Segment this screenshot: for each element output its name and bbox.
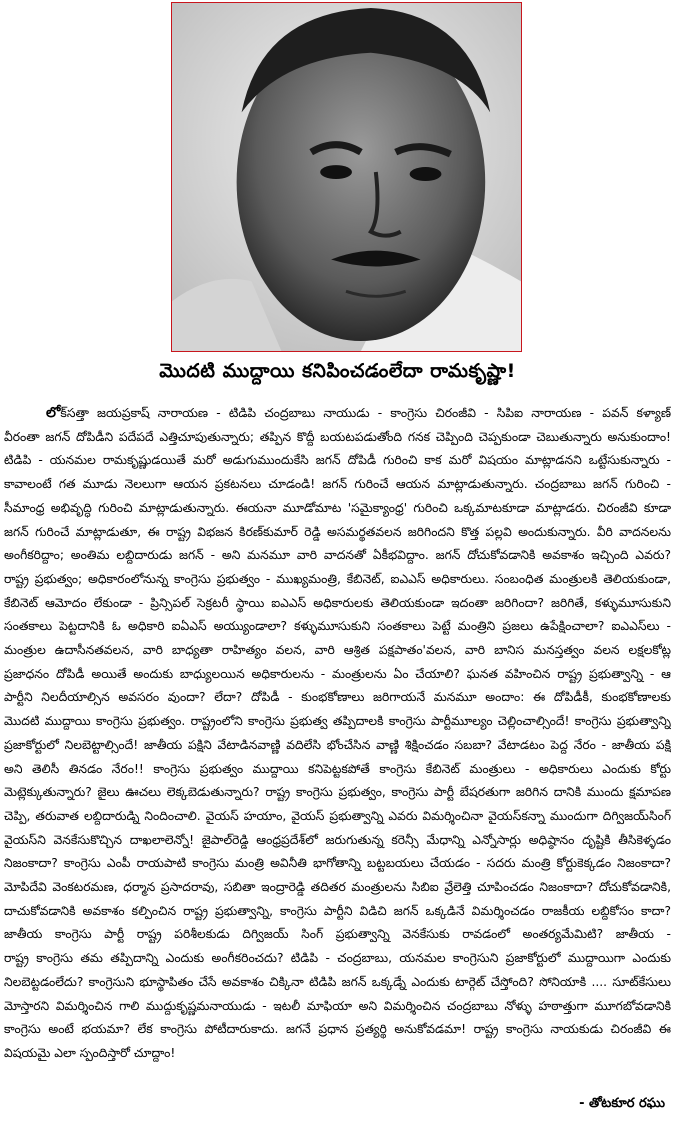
body-line: ప్రజాకోర్టులో నిలబెట్టాల్సిందే! జాతీయ పక్షిని వేటాడినవాణ్ణి వదిలేసి భోంచేసిన వాణ్ణి శిక్షించడం సబబా? వేటాడటం పెద్ద నేరం - జాతీయ పక్షి (4, 737, 671, 752)
drop-cap: లో (46, 405, 61, 421)
portrait-image (172, 3, 521, 351)
body-line: జాతీయ కాంగ్రెసు పార్టీ రాష్ట్ర పరిశీలకుడు దిగ్విజయ్ సింగ్ ప్రభుత్వాన్ని వెనకేసుకు రావడంలో అంతర్యమేమిటి? జాతీయ - (4, 927, 671, 942)
body-line: మెట్లెక్కుతున్నారు? జైలు ఊచలు లెక్కబెడుతున్నారు? రాష్ట్ర కాంగ్రెసు ప్రభుత్వం, కాంగ్రెసు పార్టీ బేషరతుగా జరిగిన దానికి ముందు క్షమాపణ (4, 785, 671, 800)
body-line: రాష్ట్ర కాంగ్రెసు తమ తప్పిదాన్ని ఎందుకు అంగీకరించదు? టిడిపి - చంద్రబాబు, యనమల కాంగ్రెసుని ప్రజాకోర్టులో ముద్దాయిగా ఎందుకు (4, 951, 671, 966)
body-line: జగన్ గురించే మాట్లాడుతూ, ఈ రాష్ట్ర విభజన కిరణ్‌కుమార్ రెడ్డి అసమర్థతవలన జరిగిందని కొత్త పల్లవి అందుకున్నారు. వీరి వాదనలను (4, 524, 671, 539)
body-line: టిడిపి - యనమల రామకృష్ణుడయితే మరో అడుగుముందుకేసి జగన్ దోపిడీ గురించి కాక మరో విషయం మాట్లాడనని ఒట్టేసుకున్నారు - (4, 453, 671, 468)
body-line: అని తెలిసీ తినడం నేరం!! కాంగ్రెసు ప్రభుత్వం ముద్దాయి కనిపెట్టకపోతే కాంగ్రెసు కేబినెట్ మంత్రులు - అధికారులు ఎందుకు కోర్టు (4, 761, 671, 776)
body-line: సంతకాలు పెట్టదానికి ఓ అధికారి ఐఏఎస్ అయ్యుండాలా? కళ్ళుమూసుకుని సంతకాలు పెట్టే మంత్రిని ప్రజలు ఉపేక్షించాలా? ఐఎఎస్‌లు - (4, 619, 671, 634)
body-line: లోక్‌సత్తా జయప్రకాష్ నారాయణ - టిడిపి చంద్రబాబు నాయుడు - కాంగ్రెసు చిరంజీవి - సిపిఐ నారాయణ - పవన్ కళ్యాణ్ (46, 405, 671, 421)
body-line: నిలబెట్టడంలేదు? కాంగ్రెసుని భూస్థాపితం చేసే అవకాశం చిక్కినా టిడిపి జగన్ ఒక్కడ్నే ఎందుకు టార్గెట్ చేస్తోంది? సోనియాకి .... సూట్‌కేసులు (4, 974, 671, 989)
body-line: మోస్తారని విమర్శించిన గాలి ముద్దుకృష్ణమనాయుడు - ఇటలీ మాఫియా అని విమర్శించిన చంద్రబాబు నోళ్ళు హఠాత్తుగా మూగబోవడానికి (4, 998, 671, 1013)
body-line: నిజంకాదా? కాంగ్రెసు ఎంపీ రాయపాటి కాంగ్రెసు మంత్రి అవినీతి భాగోతాన్ని బట్టబయలు చేయడం - సదరు మంత్రి కోర్టుకెక్కడం నిజంకాదా? (4, 856, 671, 871)
body-line: ప్రజాధనం దోపిడీ అయితే అందుకు బాధ్యులయిన అధికారులను - మంత్రులను ఏం చేయాలి? ఘనత వహించిన రాష్ట్ర ప్రభుత్వాన్ని - ఆ (4, 666, 671, 681)
body-line: దాచుకోవడానికి అవకాశం కల్పించిన రాష్ట్ర ప్రభుత్వాన్ని, కాంగ్రెసు పార్టీని విడిచి జగన్ ఒక్కడినే విమర్శించడం రాజకీయ లబ్దికోసం కాదా? (4, 903, 671, 918)
body-line: కావాలంటే గత మూడు నెలలుగా ఆయన ప్రకటనలు చూడండి! జగన్ గురించే ఆయన మాట్లాడుతున్నారు. చంద్రబాబు జగన్ గురించి - (4, 477, 671, 492)
body-line: వీరంతా జగన్ దోపిడీని పదేపదే ఎత్తిచూపుతున్నారు; తప్పిన కొద్దీ బయటపడుతోంది గనక చెప్పింది చెప్పకుండా చెబుతున్నారు అనుకుందాం! (4, 429, 671, 444)
body-line: అంగీకరిద్దాం; అంతిమ లబ్దిదారుడు జగన్ - అని మనమూ వారి వాదనతో ఏకీభవిద్దాం. జగన్ దోచుకోవడానికి అవకాశం ఇచ్చింది ఎవరు? (4, 548, 671, 563)
body-line: మంత్రుల ఉదాసీనతవలన, వారి బాధ్యతా రాహిత్యం వలన, వారి ఆశ్రిత పక్షపాతం'వలన, వారి బానిస మనస్తత్వం వలన లక్షలకోట్ల (4, 643, 671, 658)
author-signature: - తోటకూర రఘు (579, 1096, 665, 1111)
body-line: కేబినెట్ ఆమోదం లేకుండా - ప్రిన్సిపల్ సెక్రటరీ స్థాయి ఐఎఎస్ అధికారులకు తెలియకుండా ఇదంతా జరిగిందా? జరిగితే, కళ్ళుమూసుకుని (4, 595, 671, 610)
body-line: కాంగ్రెసు అంటే భయమా? లేక కాంగ్రెసు పోటీదారుకాదు. జగనే ప్రధాన ప్రత్యర్థి అనుకోవడమా! రాష్ట్ర కాంగ్రెసు నాయకుడు చిరంజీవి ఈ (4, 1022, 671, 1037)
portrait-photo (171, 2, 522, 352)
body-line: వైయస్‌ని వెనకేసుకొచ్చిన దాఖలాలెన్నో! జైపాల్‌రెడ్డి ఆంధ్రప్రదేశ్‌లో జరుగుతున్న కరెన్సీ మేధాన్ని ఎన్నోసార్లు అధిష్ఠానం దృష్టికి తీసికెళ్ళడం (4, 832, 671, 847)
body-line: మోపిదేవి వెంకటరమణ, ధర్మాన ప్రసాదరావు, సబితా ఇంద్రారెడ్డి తదితర మంత్రులను సిబిఐ వ్రేలెత్తి చూపించడం నిజంకాదా? దోచుకోవడానికి, (4, 880, 671, 895)
body-line: సీమాంధ్ర అభివృద్ధి గురించి మాట్లాడుతున్నారు. ఈయనా మూడోమాట 'సమైక్యాంధ్ర' గురించి ఒక్కమాటకూడా మాట్లాడరు. చిరంజీవి కూడా (4, 500, 671, 515)
body-line: పార్టీని నిలదీయాల్సిన అవసరం వుందా? లేదా? దోపిడీ - కుంభకోణాలు జరిగాయనే మనమూ అందాం: ఈ దోపిడీకీ, కుంభకోణాలకు (4, 690, 671, 705)
article-body (4, 402, 671, 1066)
body-line: విషయమై ఎలా స్పందిస్తారో చూద్దాం! (4, 1045, 176, 1060)
article-headline: మొదటి ముద్దాయి కనిపించడంలేదా రామకృష్ణా! (159, 360, 516, 382)
body-line: మొదటి ముద్దాయి కాంగ్రెసు ప్రభుత్వం. రాష్ట్రంలోని కాంగ్రెసు ప్రభుత్వ తప్పిదాలకి కాంగ్రెసు పార్టీమూల్యం చెల్లించాల్సిందే! కాంగ్రెసు ప్రభుత్వాన్ని (4, 714, 671, 729)
body-line: రాష్ట్ర ప్రభుత్వం; అధికారంలోనున్న కాంగ్రెసు ప్రభుత్వం - ముఖ్యమంత్రి, కేబినెట్, ఐఎఎస్ అధికారులు. సంబంధిత మంత్రులకి తెలియకుండా, (4, 571, 671, 586)
body-line: చెప్పి, తరువాత లబ్దిదారుడ్ని నిందించాలి. వైయస్ హయాం, వైయస్ ప్రభుత్వాన్ని ఎవరు విమర్శించినా వైయస్‌కన్నా ముందుగా దిగ్విజయ్‌సింగ్ (4, 808, 671, 823)
